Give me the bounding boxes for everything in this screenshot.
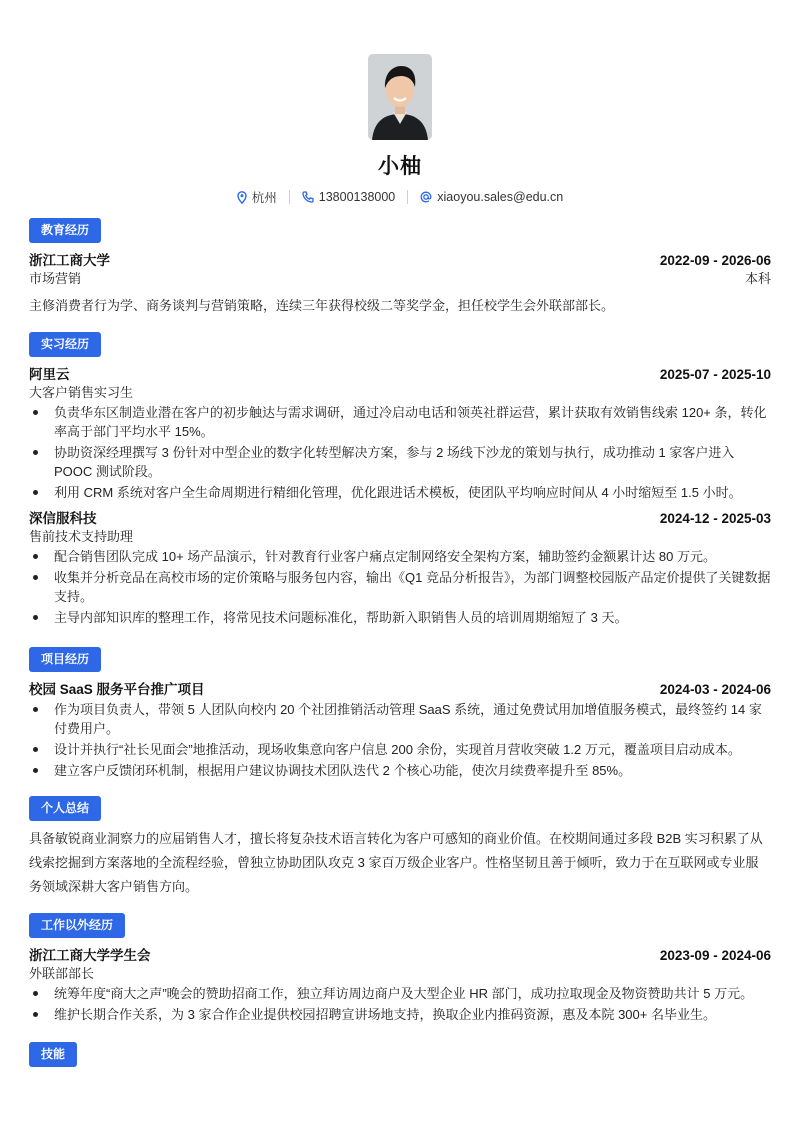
- internship-bullets: [29, 547, 771, 627]
- internship-entry: [29, 366, 771, 502]
- contact-divider: [289, 190, 290, 204]
- extra-entry: [29, 947, 771, 1024]
- extra-role: 外联部部长: [29, 966, 95, 981]
- list-item: 利用 CRM 系统对客户全生命周期进行精细化管理，优化跟进话术模板，使团队平均响应时间从 4 小时缩短至 1.5 小时。: [29, 483, 771, 502]
- email-text: xiaoyou.sales@edu.cn: [437, 190, 564, 204]
- resume-content: [29, 218, 771, 1067]
- school-name: 浙江工商大学: [29, 253, 110, 268]
- company-name: 阿里云: [29, 367, 70, 382]
- project-bullets: [29, 700, 771, 780]
- list-item: 维护长期合作关系，为 3 家合作企业提供校园招聘宣讲场地支持，换取企业内推码资源，惠及本院 300+ 名毕业生。: [29, 1005, 771, 1024]
- list-item: 设计并执行“社长见面会”地推活动，现场收集意向客户信息 200 余份，实现首月营收突破 1.2 万元，覆盖项目启动成本。: [29, 740, 771, 759]
- list-item: 配合销售团队完成 10+ 场产品演示，针对教育行业客户痛点定制网络安全架构方案，辅助签约金额累计达 80 万元。: [29, 547, 771, 566]
- project-date: 2024-03 - 2024-06: [659, 682, 771, 697]
- org-name: 浙江工商大学学生会: [29, 948, 151, 963]
- education-description: 主修消费者行为学、商务谈判与营销策略，连续三年获得校级二等奖学金，担任校学生会外联部部长。: [29, 298, 615, 313]
- section-project: [29, 647, 771, 780]
- list-item: 作为项目负责人，带领 5 人团队向校内 20 个社团推销活动管理 SaaS 系统，通过免费试用加增值服务模式，最终签约 14 家付费用户。: [29, 700, 771, 738]
- major: 市场营销: [29, 271, 82, 286]
- avatar: [368, 54, 432, 140]
- city-text: 杭州: [251, 191, 277, 205]
- contact-location: [237, 188, 277, 206]
- section-internship: [29, 332, 771, 627]
- contact-phone: [302, 190, 395, 204]
- section-heading-summary: 个人总结: [29, 796, 101, 821]
- section-heading-extra: 工作以外经历: [29, 913, 125, 938]
- internship-role: 大客户销售实习生: [29, 385, 134, 400]
- contact-email: [420, 190, 563, 204]
- location-icon: [237, 191, 247, 204]
- degree: 本科: [744, 271, 771, 286]
- list-item: 建立客户反馈闭环机制，根据用户建议协调技术团队迭代 2 个核心功能，使次月续费率提升至 85%。: [29, 761, 771, 780]
- extra-date: 2023-09 - 2024-06: [659, 948, 771, 963]
- company-name: 深信服科技: [29, 511, 97, 526]
- candidate-name: 小柚: [378, 155, 422, 178]
- phone-icon: [302, 191, 314, 203]
- project-name: 校园 SaaS 服务平台推广项目: [29, 682, 205, 697]
- internship-bullets: [29, 403, 771, 502]
- section-summary: [29, 796, 771, 899]
- internship-entry: [29, 510, 771, 627]
- list-item: 统筹年度“商大之声”晚会的赞助招商工作，独立拜访周边商户及大型企业 HR 部门，成功拉取现金及物资赞助共计 5 万元。: [29, 984, 771, 1003]
- resume-header: [0, 0, 800, 205]
- summary-text: 具备敏锐商业洞察力的应届销售人才，擅长将复杂技术语言转化为客户可感知的商业价值。在校期间通过多段 B2B 实习积累了从线索挖掘到方案落地的全流程经验，曾独立协助团队攻克 3 家百万级企业客户。性格坚韧且善于倾听，致力于在互联网或专业服务领域深耕大客户销售方向。: [29, 831, 763, 894]
- section-extra: [29, 913, 771, 1024]
- internship-role: 售前技术支持助理: [29, 529, 134, 544]
- contact-divider: [407, 190, 408, 204]
- section-heading-internship: 实习经历: [29, 332, 101, 357]
- education-entry: [29, 252, 771, 316]
- section-education: [29, 218, 771, 316]
- extra-bullets: [29, 984, 771, 1024]
- contact-info: [0, 189, 800, 205]
- section-heading-education: 教育经历: [29, 218, 101, 243]
- section-heading-project: 项目经历: [29, 647, 101, 672]
- education-date: 2022-09 - 2026-06: [659, 253, 771, 268]
- list-item: 负责华东区制造业潜在客户的初步触达与需求调研，通过冷启动电话和领英社群运营，累计获取有效销售线索 120+ 条，转化率高于部门平均水平 15%。: [29, 403, 771, 441]
- avatar-photo: [368, 54, 432, 140]
- internship-date: 2024-12 - 2025-03: [659, 511, 771, 526]
- phone-text: 13800138000: [318, 190, 396, 204]
- section-skills: [29, 1042, 771, 1067]
- email-icon: [420, 191, 432, 203]
- list-item: 收集并分析竞品在高校市场的定价策略与服务包内容，输出《Q1 竞品分析报告》，为部门调整校园版产品定价提供了关键数据支持。: [29, 568, 771, 606]
- section-heading-skills: 技能: [29, 1042, 77, 1067]
- internship-date: 2025-07 - 2025-10: [659, 367, 771, 382]
- list-item: 协助资深经理撰写 3 份针对中型企业的数字化转型解决方案，参与 2 场线下沙龙的策划与执行，成功推动 1 家客户进入 POOC 测试阶段。: [29, 443, 771, 481]
- list-item: 主导内部知识库的整理工作，将常见技术问题标准化，帮助新入职销售人员的培训周期缩短了 3 天。: [29, 608, 771, 627]
- project-entry: [29, 681, 771, 780]
